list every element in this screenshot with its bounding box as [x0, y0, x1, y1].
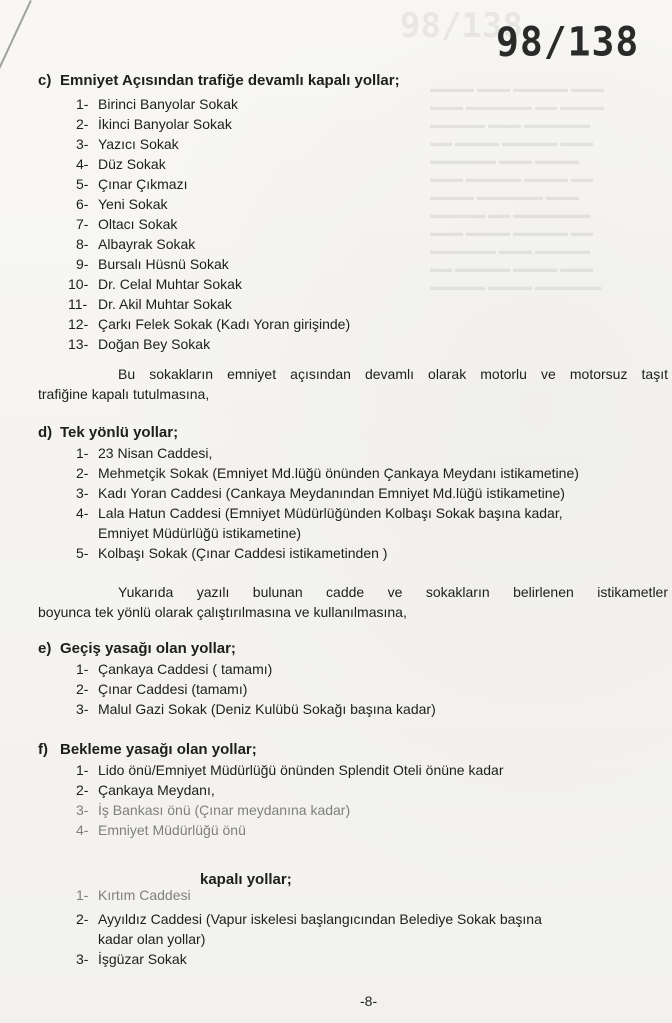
section-f-letter: f): [38, 741, 48, 758]
list-item: 3- Yazıcı Sokak: [76, 136, 179, 152]
section-d-heading: [38, 424, 178, 441]
section-d-note: Yukarıda yazılı bulunan cadde ve sokakların belirlenen istikametler boyunca tek yönlü olarak çalıştırılmasına ve kullanılmasına,: [38, 584, 668, 620]
list-item: 13- Doğan Bey Sokak: [68, 336, 211, 352]
list-item: 9- Bursalı Hüsnü Sokak: [76, 256, 229, 272]
list-item: 5- Çınar Çıkmazı: [76, 176, 188, 192]
section-c-heading: [38, 72, 400, 89]
section-c-note: Bu sokakların emniyet açısından devamlı olarak motorlu ve motorsuz taşıt trafiğine kapalı tutulmasına,: [38, 366, 668, 402]
list-item-continuation: Emniyet Müdürlüğü istikametine): [98, 525, 302, 541]
scan-edge-line: [0, 0, 32, 73]
list-item: 2- Ayyıldız Caddesi (Vapur iskelesi başlangıcından Belediye Sokak başına: [76, 911, 542, 927]
ghost-stamp: 98/138: [400, 6, 523, 46]
list-item: 10- Dr. Celal Muhtar Sokak: [68, 276, 242, 292]
list-item: 2- Çankaya Meydanı,: [76, 782, 215, 798]
list-item: 2- İkinci Banyolar Sokak: [76, 116, 232, 132]
list-item: 1- 23 Nisan Caddesi,: [76, 445, 213, 461]
section-d-title: Tek yönlü yollar;: [60, 424, 179, 441]
list-item: 4- Lala Hatun Caddesi (Emniyet Müdürlüğünden Kolbaşı Sokak başına kadar,: [76, 505, 563, 521]
list-item: 3- Malul Gazi Sokak (Deniz Kulübü Sokağı başına kadar): [76, 701, 436, 717]
section-g-heading: [200, 871, 292, 888]
section-e-heading: [38, 640, 236, 657]
list-item: 1- Kırtım Caddesi: [76, 889, 191, 903]
list-item: 4- Düz Sokak: [76, 156, 166, 172]
section-e-title: Geçiş yasağı olan yollar;: [60, 640, 236, 657]
page-footer-number: -8-: [360, 993, 378, 1009]
section-f-title: Bekleme yasağı olan yollar;: [60, 741, 257, 758]
list-item: 1- Lido önü/Emniyet Müdürlüğü önünden Splendit Oteli önüne kadar: [76, 762, 504, 778]
section-f-list: [76, 760, 504, 840]
section-g-title: kapalı yollar;: [200, 871, 292, 888]
list-item: 8- Albayrak Sokak: [76, 236, 196, 252]
section-g-list: [76, 889, 542, 969]
page-number-stamp: 98/138: [496, 18, 640, 66]
list-item: 2- Mehmetçik Sokak (Emniyet Md.lüğü önünden Çankaya Meydanı istikametine): [76, 465, 579, 481]
section-e-letter: e): [38, 640, 52, 657]
list-item: 3- İş Bankası önü (Çınar meydanına kadar): [76, 802, 351, 818]
section-c-title: Emniyet Açısından trafiğe devamlı kapalı yollar;: [60, 72, 400, 89]
list-item: 11- Dr. Akil Muhtar Sokak: [68, 296, 232, 312]
section-d-letter: d): [38, 424, 53, 441]
list-item: 1- Birinci Banyolar Sokak: [76, 96, 239, 112]
list-item: 3- Kadı Yoran Caddesi (Cankaya Meydanından Emniyet Md.lüğü istikametine): [76, 485, 565, 501]
section-c-list: [68, 94, 351, 354]
list-item: 7- Oltacı Sokak: [76, 216, 178, 232]
list-item-continuation: kadar olan yollar): [98, 931, 206, 947]
bleed-through-texture: ▬▬▬▬ ▬▬▬ ▬▬▬▬▬ ▬▬▬ ▬▬▬ ▬▬▬▬▬▬ ▬▬ ▬▬▬▬ ▬▬▬▬▬ ▬▬▬ ▬▬▬▬▬▬ ▬▬ ▬▬▬▬ ▬▬▬▬▬ ▬▬▬ ▬▬▬▬▬▬ ▬▬▬ ▬▬▬▬ ▬▬▬ ▬▬▬▬▬ ▬▬▬▬ ▬▬ ▬▬▬▬ ▬▬▬▬▬▬ ▬▬▬ ▬▬▬▬▬ ▬▬ ▬▬▬▬▬▬▬ ▬▬▬ ▬▬▬▬ ▬▬▬▬▬ ▬▬ ▬▬▬▬▬▬ ▬▬▬ ▬▬▬▬▬ ▬▬ ▬▬▬▬▬ ▬▬▬▬ ▬▬▬ ▬▬▬▬▬ ▬▬▬▬ ▬▬▬▬▬▬: [430, 83, 605, 293]
section-e-list: [76, 659, 436, 719]
list-item: 12- Çarkı Felek Sokak (Kadı Yoran girişinde): [68, 316, 351, 332]
list-item: 2- Çınar Caddesi (tamamı): [76, 681, 248, 697]
list-item: 6- Yeni Sokak: [76, 196, 168, 212]
list-item: 4- Emniyet Müdürlüğü önü: [76, 822, 246, 838]
section-c-letter: c): [38, 72, 52, 89]
section-f-heading: [38, 741, 257, 758]
list-item: 1- Çankaya Caddesi ( tamamı): [76, 661, 273, 677]
list-item: 5- Kolbaşı Sokak (Çınar Caddesi istikametinden ): [76, 545, 388, 561]
list-item: 3- İşgüzar Sokak: [76, 951, 187, 967]
section-d-list: [76, 443, 579, 563]
